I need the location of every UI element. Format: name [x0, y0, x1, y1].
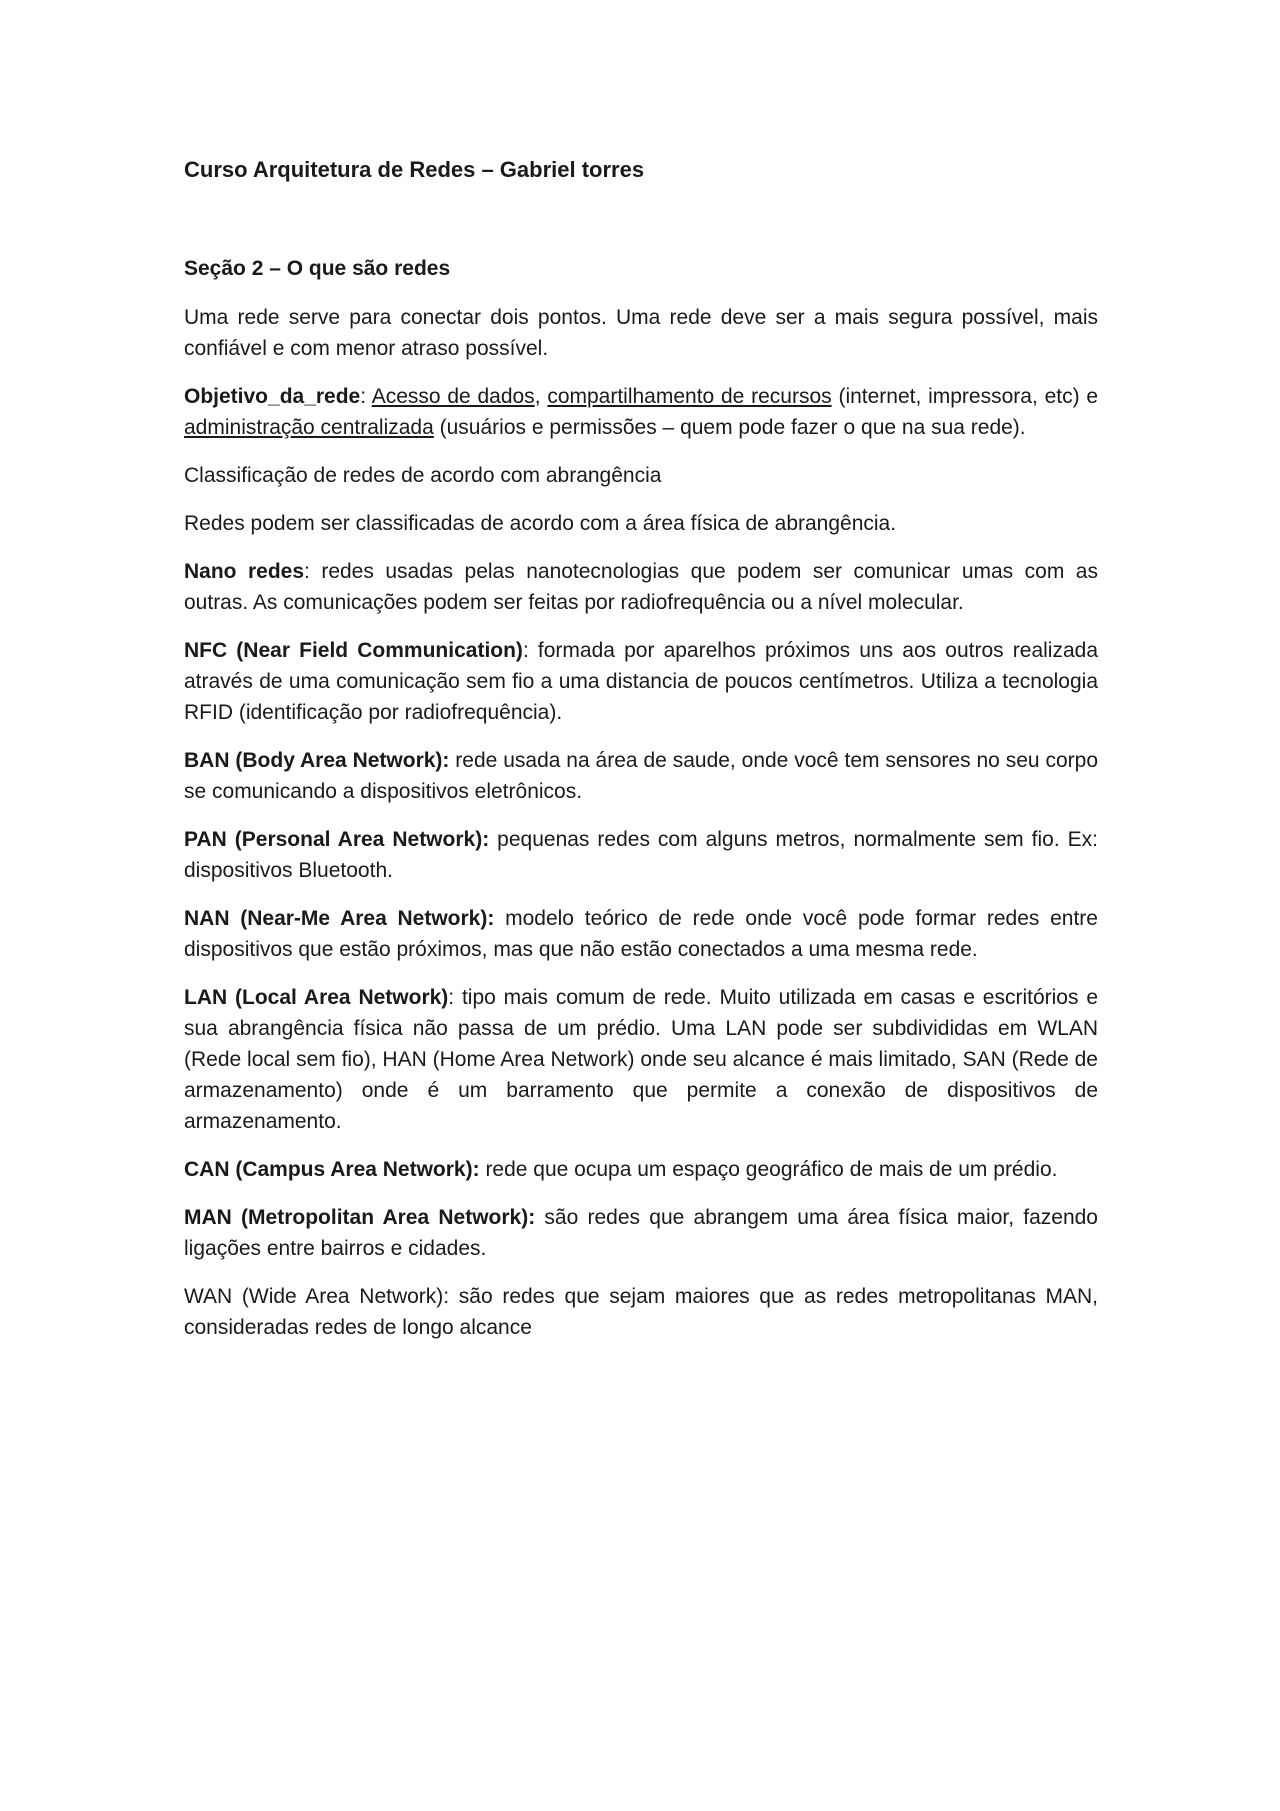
objetivo-item-acesso: Acesso de dados: [371, 385, 535, 408]
definition-nan: [184, 903, 1098, 965]
document-page: [184, 148, 1098, 1343]
definition-text: pequenas redes com alguns metros, normalmente sem fio. Ex: dispositivos Bluetooth.: [184, 828, 1098, 882]
objetivo-label: Objetivo_da_rede: [184, 385, 361, 408]
definition-nfc: [184, 635, 1098, 728]
definition-can: [184, 1154, 1098, 1185]
definition-text: são redes que abrangem uma área física maior, fazendo ligações entre bairros e cidades.: [184, 1206, 1098, 1260]
definition-wan: WAN (Wide Area Network): são redes que sejam maiores que as redes metropolitanas MAN, consideradas redes de longo alcance: [184, 1285, 1098, 1339]
classificacao-description: Redes podem ser classificadas de acordo com a área física de abrangência.: [184, 512, 897, 535]
definition-text: modelo teórico de rede onde você pode formar redes entre dispositivos que estão próximos, mas que não estão conectados a uma mesma rede.: [184, 907, 1098, 961]
objetivo-mid: (internet, impressora, etc) e: [831, 385, 1099, 408]
definition-term: LAN (Local Area Network): [184, 986, 449, 1009]
definition-term: NFC (Near Field Communication): [184, 639, 523, 662]
definition-nano-redes: [184, 556, 1098, 618]
objetivo-tail: (usuários e permissões – quem pode fazer o que na sua rede).: [433, 416, 1026, 439]
objetivo-sep1: :: [360, 385, 372, 408]
definition-term: Nano redes: [184, 560, 305, 583]
definition-term: NAN (Near-Me Area Network):: [184, 907, 495, 930]
definition-text: rede usada na área de saude, onde você tem sensores no seu corpo se comunicando a dispositivos eletrônicos.: [184, 749, 1099, 803]
definition-text: : formada por aparelhos próximos uns aos outros realizada através de uma comunicação sem fio a uma distancia de poucos centímetros. Utiliza a tecnologia RFID (identificação por radiofrequência).: [184, 639, 1098, 724]
definition-term: BAN (Body Area Network):: [184, 749, 450, 772]
definition-text: rede que ocupa um espaço geográfico de mais de um prédio.: [479, 1158, 1058, 1181]
definition-lan: [184, 982, 1098, 1137]
definition-man: [184, 1202, 1098, 1264]
definition-term: CAN (Campus Area Network):: [184, 1158, 480, 1181]
definition-pan: [184, 824, 1098, 886]
objetivo-sep2: ,: [534, 385, 548, 408]
objetivo-item-administracao: administração centralizada: [184, 416, 434, 439]
intro-paragraph: Uma rede serve para conectar dois pontos. Uma rede deve ser a mais segura possível, mais confiável e com menor atraso possível.: [184, 306, 1098, 360]
objetivo-paragraph: [184, 381, 1098, 443]
definition-term: PAN (Personal Area Network):: [184, 828, 490, 851]
definition-term: MAN (Metropolitan Area Network):: [184, 1206, 536, 1229]
document-title: Curso Arquitetura de Redes – Gabriel torres: [184, 157, 645, 182]
definition-text: : redes usadas pelas nanotecnologias que podem ser comunicar umas com as outras. As comunicações podem ser feitas por radiofrequência ou a nível molecular.: [184, 560, 1098, 614]
definition-ban: [184, 745, 1098, 807]
objetivo-item-compartilhamento: compartilhamento de recursos: [547, 385, 832, 408]
section-heading: Seção 2 – O que são redes: [184, 257, 451, 280]
definition-text: : tipo mais comum de rede. Muito utilizada em casas e escritórios e sua abrangência física não passa de um prédio. Uma LAN pode ser subdivididas em WLAN (Rede local sem fio), HAN (Home Area Network) onde seu alcance é mais limitado, SAN (Rede de armazenamento) onde é um barramento que permite a conexão de dispositivos de armazenamento.: [184, 986, 1099, 1133]
classificacao-title: Classificação de redes de acordo com abrangência: [184, 464, 662, 487]
